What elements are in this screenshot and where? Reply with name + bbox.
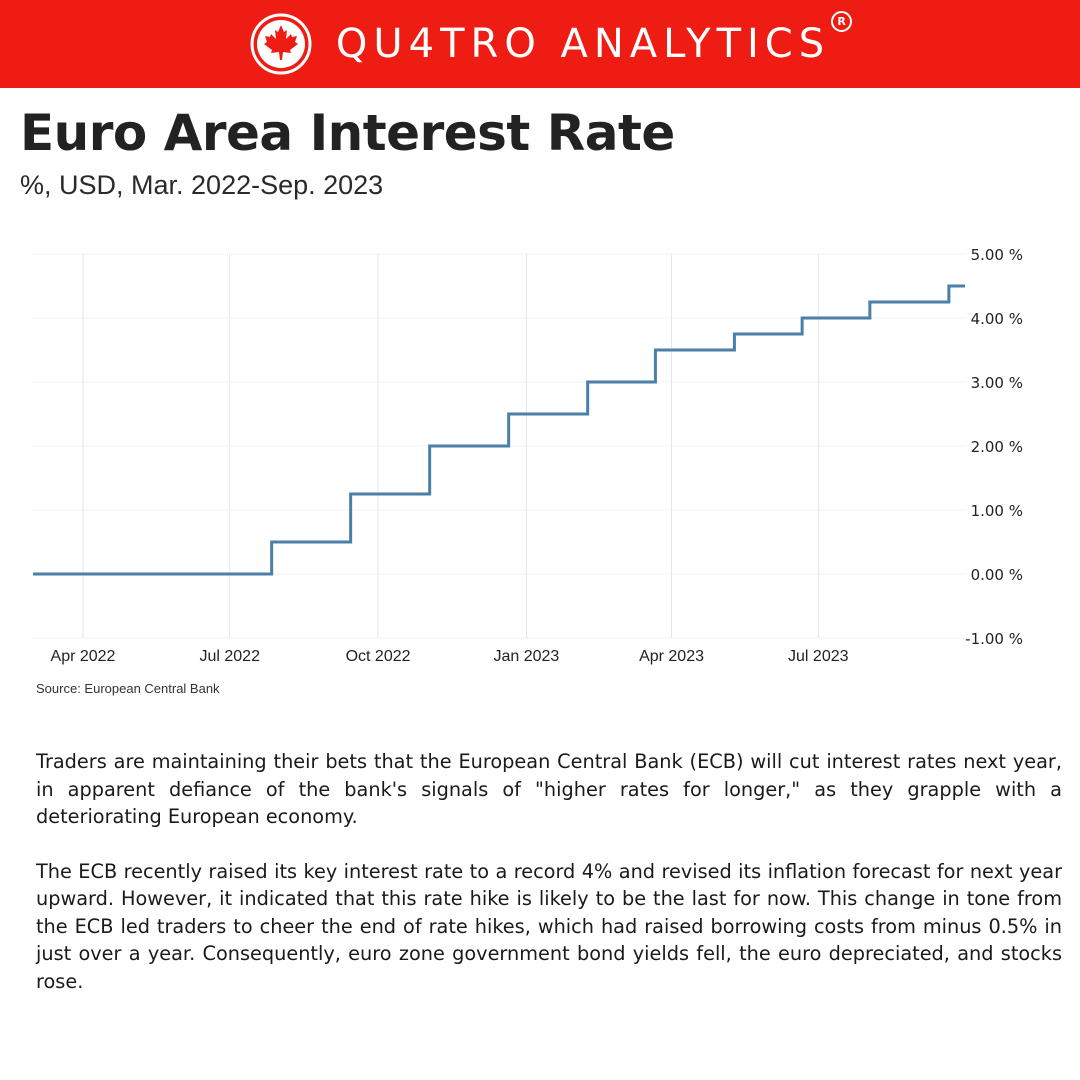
x-tick-label: Apr 2023 (639, 648, 705, 665)
x-tick-label: Jul 2023 (788, 648, 849, 665)
page-subtitle: %, USD, Mar. 2022-Sep. 2023 (20, 170, 384, 200)
series-line-interest-rate (33, 286, 965, 574)
brand-name (335, 15, 846, 67)
brand-header (0, 0, 1080, 88)
paragraph-1: Traders are maintaining their bets that the European Central Bank (ECB) will cut interest rates next year, in apparent defiance of the bank's signals of "higher rates for longer," as they grapple with a deteriorating European economy. (36, 750, 1062, 828)
x-axis-labels (51, 648, 849, 665)
article-body (36, 748, 1062, 1022)
y-tick-label: 3.00 % (970, 374, 1023, 392)
page-title: Euro Area Interest Rate (20, 104, 675, 162)
x-tick-label: Jul 2022 (199, 648, 260, 665)
y-tick-label: 1.00 % (970, 502, 1023, 520)
y-tick-label: 5.00 % (970, 246, 1023, 264)
x-tick-label: Apr 2022 (50, 648, 116, 665)
y-axis-labels (965, 246, 1023, 648)
chart-source: Source: European Central Bank (36, 681, 220, 696)
maple-leaf-icon (250, 13, 312, 75)
y-tick-label: 2.00 % (970, 438, 1023, 456)
x-tick-label: Jan 2023 (493, 648, 560, 665)
interest-rate-chart (0, 230, 1080, 675)
brand-name-text: QU4TRO ANALYTICS (335, 21, 831, 67)
registered-mark: R (831, 11, 852, 32)
y-tick-label: -1.00 % (965, 630, 1023, 648)
y-tick-label: 4.00 % (970, 310, 1023, 328)
x-tick-label: Oct 2022 (345, 648, 411, 665)
y-tick-label: 0.00 % (970, 566, 1023, 584)
paragraph-2: The ECB recently raised its key interest rate to a record 4% and revised its inflation forecast for next year upward. However, it indicated that this rate hike is likely to be the last for now. This change in tone from the ECB led traders to cheer the end of rate hikes, which had raised borrowing costs from minus 0.5% in just over a year. Consequently, euro zone government bond yields fell, the euro depreciated, and stocks rose. (36, 859, 1062, 993)
